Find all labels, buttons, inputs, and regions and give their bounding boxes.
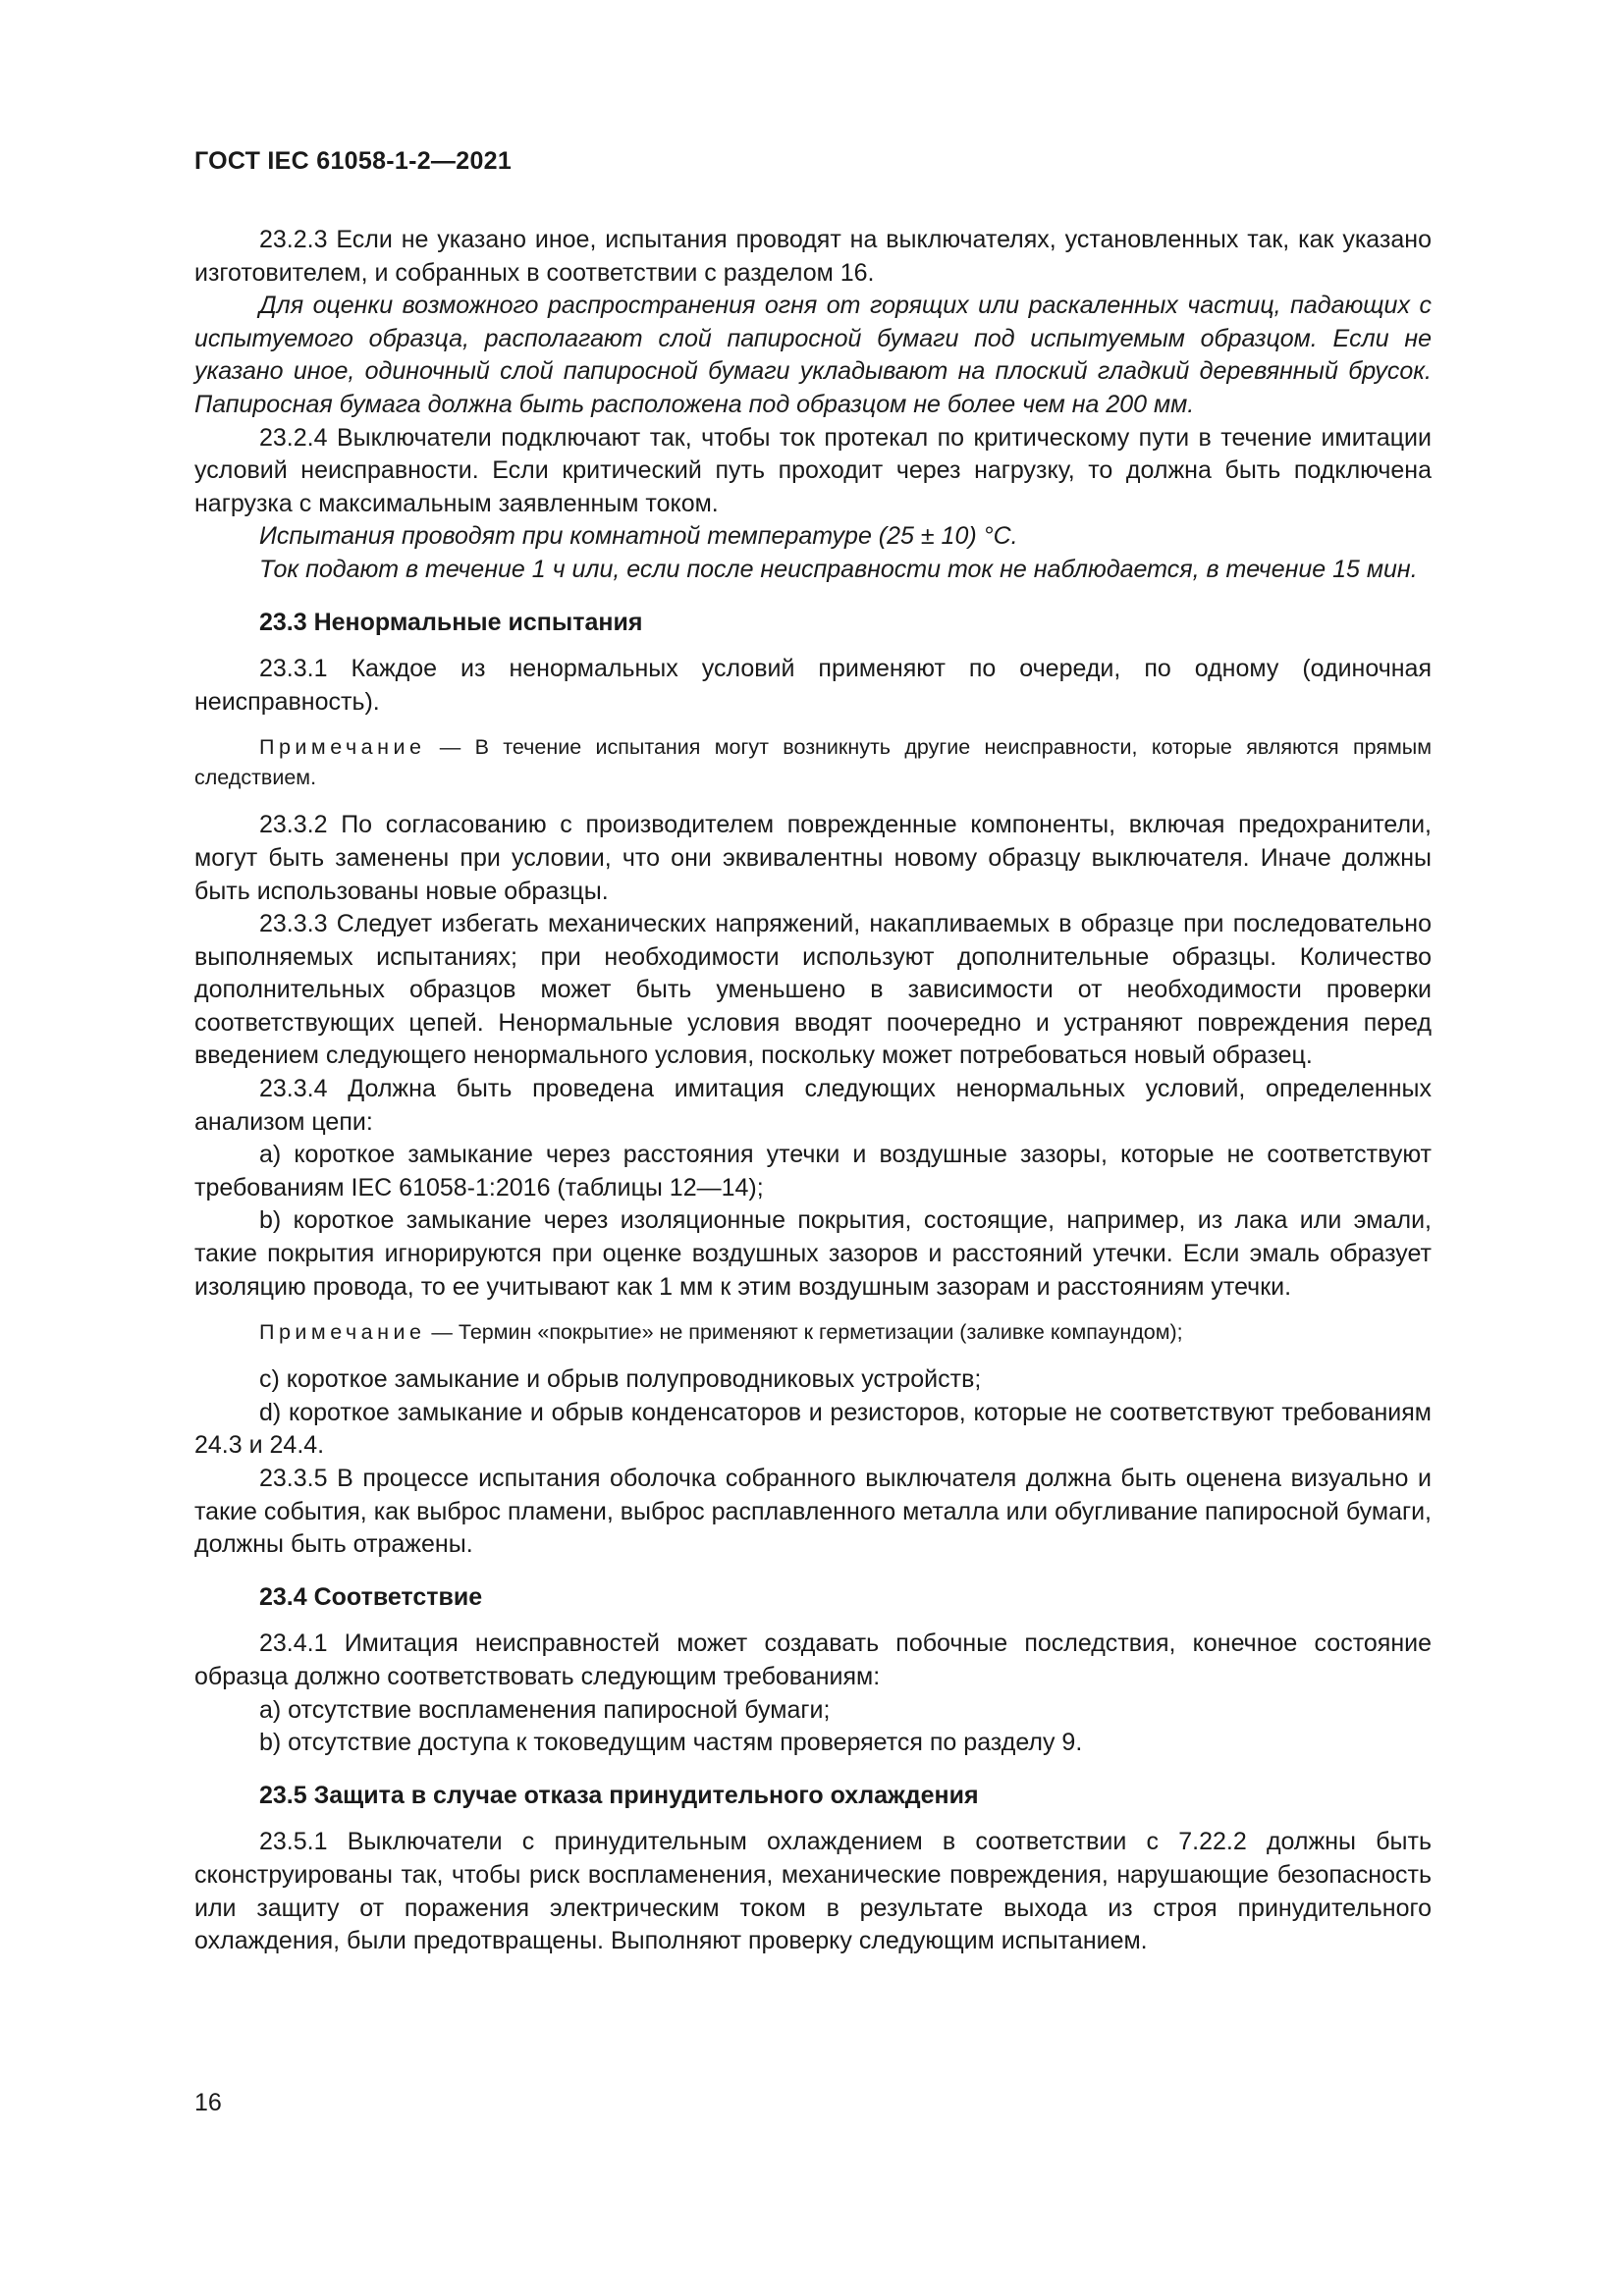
section-heading-23-5: 23.5 Защита в случае отказа принудительного охлаждения xyxy=(259,1781,979,1809)
paragraph-23-5-1: 23.5.1 Выключатели с принудительным охлаждением в соответствии с 7.22.2 должны быть сконструированы так, чтобы риск воспламенения, механические повреждения, нарушающие безопасность или защиту от поражения электрическим током в результате выхода из строя принудительного охлаждения, были предотвращены. Выполняют проверку следующим испытанием. xyxy=(194,1828,1432,1955)
note-label: Примечание xyxy=(259,735,426,760)
paragraph-23-2-3: 23.2.3 Если не указано иное, испытания проводят на выключателях, установленных так, как указано изготовителем, и собранных в соответствии с разделом 16. xyxy=(194,226,1432,287)
section-heading-23-3: 23.3 Ненормальные испытания xyxy=(259,608,643,636)
document-header: ГОСТ IEC 61058-1-2—2021 xyxy=(194,147,513,175)
note-2 xyxy=(194,1317,1432,1348)
list-item-c: c) короткое замыкание и обрыв полупроводниковых устройств; xyxy=(259,1365,982,1394)
paragraph-23-3-1: 23.3.1 Каждое из ненормальных условий применяют по очереди, по одному (одиночная неисправность). xyxy=(194,655,1432,716)
note-text: — Термин «покрытие» не применяют к герметизации (заливке компаундом); xyxy=(425,1320,1183,1345)
paragraph-italic-temperature: Испытания проводят при комнатной температуре (25 ± 10) °С. xyxy=(259,522,1018,551)
page-number: 16 xyxy=(194,2089,222,2116)
paragraph-italic-tissue-paper: Для оценки возможного распространения огня от горящих или раскаленных частиц, падающих с испытуемого образца, располагают слой папиросной бумаги под испытуемым образцом. Если не указано иное, одиночный слой папиросной бумаги укладывают на плоский гладкий деревянный брусок. Папиросная бумага должна быть расположена под образцом не более чем на 200 мм. xyxy=(194,292,1432,418)
list-item-b: b) отсутствие доступа к токоведущим частям проверяется по разделу 9. xyxy=(259,1729,1083,1757)
paragraph-23-4-1: 23.4.1 Имитация неисправностей может создавать побочные последствия, конечное состояние образца должно соответствовать следующим требованиям: xyxy=(194,1629,1432,1690)
list-item-d: d) короткое замыкание и обрыв конденсаторов и резисторов, которые не соответствуют требованиям 24.3 и 24.4. xyxy=(194,1398,1432,1460)
document-body xyxy=(194,224,1432,1958)
note-text: — В течение испытания могут возникнуть другие неисправности, которые являются прямым следствием. xyxy=(194,735,1432,790)
list-item-a: a) короткое замыкание через расстояния утечки и воздушные зазоры, которые не соответствуют требованиям IEC 61058-1:2016 (таблицы 12—14); xyxy=(194,1141,1432,1201)
paragraph-23-3-3: 23.3.3 Следует избегать механических напряжений, накапливаемых в образце при последовательно выполняемых испытаниях; при необходимости используют дополнительные образцы. Количество дополнительных образцов может быть уменьшено в зависимости от необходимости проверки соответствующих цепей. Ненормальные условия вводят поочередно и устраняют повреждения перед введением следующего ненормального условия, поскольку может потребоваться новый образец. xyxy=(194,910,1432,1070)
paragraph-italic-current: Ток подают в течение 1 ч или, если после неисправности ток не наблюдается, в течение 15 мин. xyxy=(259,555,1418,583)
paragraph-23-2-4: 23.2.4 Выключатели подключают так, чтобы ток протекал по критическому пути в течение имитации условий неисправности. Если критический путь проходит через нагрузку, то должна быть подключена нагрузка с максимальным заявленным током. xyxy=(194,423,1432,517)
note-label: Примечание xyxy=(259,1320,426,1345)
list-item-b: b) короткое замыкание через изоляционные покрытия, состоящие, например, из лака или эмали, такие покрытия игнорируются при оценке воздушных зазоров и расстояний утечки. Если эмаль образует изоляцию провода, то ее учитывают как 1 мм к этим воздушным зазорам и расстояниям утечки. xyxy=(194,1206,1432,1301)
paragraph-23-3-4: 23.3.4 Должна быть проведена имитация следующих ненормальных условий, определенных анализом цепи: xyxy=(194,1075,1432,1136)
paragraph-23-3-2: 23.3.2 По согласованию с производителем поврежденные компоненты, включая предохранители, могут быть заменены при условии, что они эквивалентны новому образцу выключателя. Иначе должны быть использованы новые образцы. xyxy=(194,811,1432,905)
note-1 xyxy=(194,732,1432,793)
section-heading-23-4: 23.4 Соответствие xyxy=(259,1582,483,1611)
list-item-a: a) отсутствие воспламенения папиросной бумаги; xyxy=(259,1695,831,1724)
paragraph-23-3-5: 23.3.5 В процессе испытания оболочка собранного выключателя должна быть оценена визуально и такие события, как выброс пламени, выброс расплавленного металла или обугливание папиросной бумаги, должны быть отражены. xyxy=(194,1465,1432,1559)
